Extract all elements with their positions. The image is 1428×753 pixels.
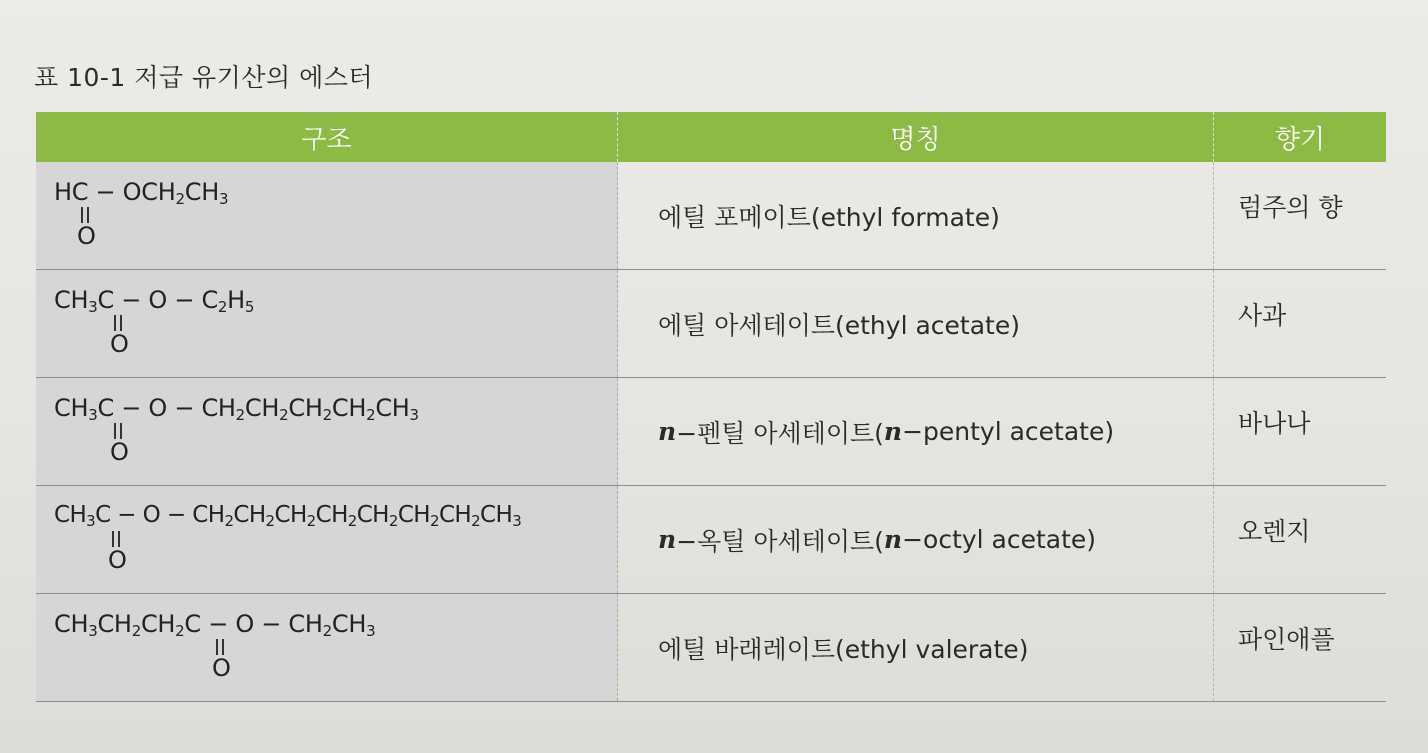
structure-cell — [36, 378, 618, 485]
carbonyl-oxygen: O — [212, 654, 231, 682]
table-row — [36, 486, 1386, 594]
aroma-cell: 바나나 — [1238, 409, 1311, 438]
aroma-cell: 럼주의 향 — [1238, 193, 1343, 222]
carbonyl-oxygen: O — [108, 546, 127, 574]
structural-formula: $CH_3C - O - C_2H_5$ — [54, 286, 255, 316]
table-row — [36, 378, 1386, 486]
structural-formula: $CH_3C - O - CH_2CH_2CH_2CH_2CH_3$ — [54, 394, 419, 424]
table-header — [36, 112, 1386, 162]
name-cell: 에틸 포메이트(ethyl formate) — [618, 162, 1214, 269]
name-cell: n −옥틸 아세테이트( n −octyl acetate) — [618, 486, 1214, 593]
aroma-cell: 오렌지 — [1238, 517, 1311, 546]
structural-formula: HC − $OCH_2CH_3$ — [54, 178, 229, 208]
carbonyl-oxygen: O — [77, 222, 96, 250]
structure-cell — [36, 594, 618, 701]
header-aroma: 향기 — [1274, 124, 1326, 155]
name-cell: n −펜틸 아세테이트( n −pentyl acetate) — [618, 378, 1214, 485]
double-bond — [216, 639, 224, 655]
structural-formula: $CH_3C - O - CH_2CH_2CH_2CH_2CH_2CH_2CH_2CH_3$ — [54, 502, 522, 530]
structure-cell — [36, 162, 618, 269]
table-row — [36, 270, 1386, 378]
structure-cell — [36, 486, 618, 593]
header-name: 명칭 — [618, 112, 1214, 162]
double-bond — [112, 531, 120, 547]
double-bond — [114, 423, 122, 439]
table-row — [36, 594, 1386, 702]
structure-cell — [36, 270, 618, 377]
carbonyl-oxygen: O — [110, 438, 129, 466]
structural-formula: $CH_3CH_2CH_2C - O - CH_2CH_3$ — [54, 610, 376, 640]
header-structure: 구조 — [36, 112, 618, 162]
name-cell: 에틸 바래레이트(ethyl valerate) — [618, 594, 1214, 701]
table-row — [36, 162, 1386, 270]
aroma-cell: 파인애플 — [1238, 625, 1335, 654]
ester-table — [36, 112, 1386, 702]
table-caption: 표 10-1 저급 유기산의 에스터 — [34, 63, 374, 92]
double-bond — [114, 315, 122, 331]
aroma-cell: 사과 — [1238, 301, 1287, 330]
double-bond — [81, 207, 89, 223]
carbonyl-oxygen: O — [110, 330, 129, 358]
name-cell: 에틸 아세테이트(ethyl acetate) — [618, 270, 1214, 377]
